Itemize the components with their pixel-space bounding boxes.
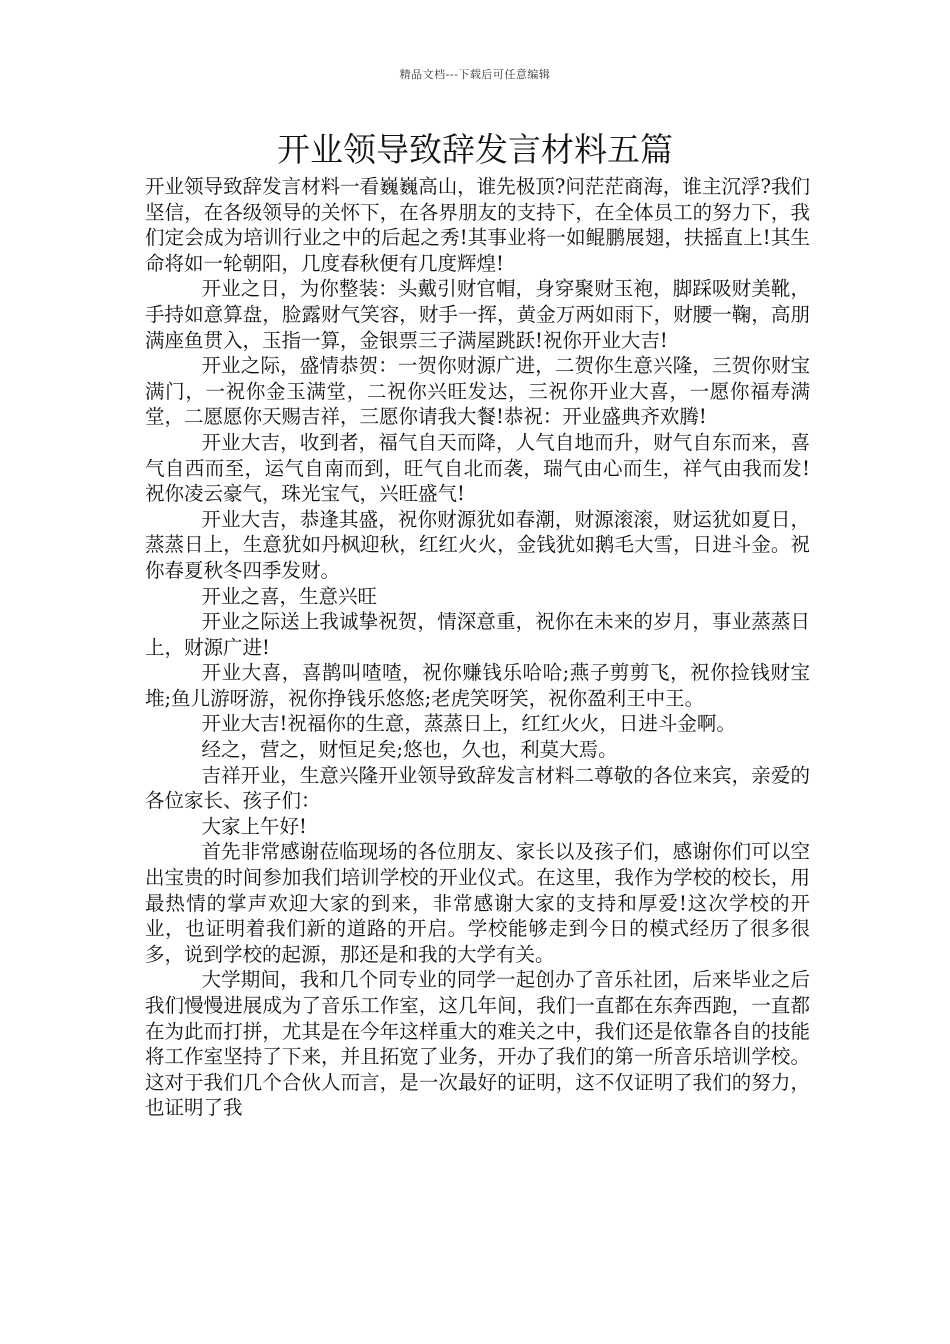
paragraph: 大学期间，我和几个同专业的同学一起创办了音乐社团，后来毕业之后我们慢慢进展成为了音乐工作室，这几年间，我们一直都在东奔西跑，一直都在为此而打拼，尤其是在今年这样重大的难关之中，我们还是依靠各自的技能将工作室坚持了下来，并且拓宽了业务，开办了我们的第一所音乐培训学校。这对于我们几个合伙人而言，是一次最好的证明，这不仅证明了我们的努力，也证明了我 <box>145 968 810 1120</box>
paragraph: 开业之日，为你整装：头戴引财官帽，身穿聚财玉袍，脚踩吸财美靴，手持如意算盘，脸露财气笑容，财手一挥，黄金万两如雨下，财腰一鞠，高朋满座鱼贯入，玉指一算，金银票三子满屋跳跃!祝你开业大吉! <box>145 277 810 352</box>
paragraph: 开业之际送上我诚挚祝贺，情深意重，祝你在未来的岁月，事业蒸蒸日上，财源广进! <box>145 610 810 659</box>
paragraph: 开业之际，盛情恭贺：一贺你财源广进，二贺你生意兴隆，三贺你财宝满门，一祝你金玉满堂，二祝你兴旺发达，三祝你开业大喜，一愿你福寿满堂，二愿愿你天赐吉祥，三愿你请我大餐!恭祝：开业盛典齐欢腾! <box>145 354 810 429</box>
paragraph: 大家上午好! <box>201 814 307 838</box>
header-note: 精品文档---下载后可任意编辑 <box>399 68 551 81</box>
paragraph: 吉祥开业，生意兴隆开业领导致辞发言材料二尊敬的各位来宾，亲爱的各位家长、孩子们： <box>145 763 810 813</box>
paragraph: 开业大吉，恭逢其盛，祝你财源犹如春潮，财源滚滚，财运犹如夏日，蒸蒸日上，生意犹如丹枫迎秋，红红火火，金钱犹如鹅毛大雪，日进斗金。祝你春夏秋冬四季发财。 <box>145 507 810 582</box>
paragraph: 开业之喜，生意兴旺 <box>201 584 378 608</box>
paragraph: 经之，营之，财恒足矣;悠也，久也，利莫大焉。 <box>201 738 618 762</box>
paragraph: 开业大喜，喜鹊叫喳喳，祝你赚钱乐哈哈;燕子剪剪飞，祝你捡钱财宝堆;鱼儿游呀游，祝你挣钱乐悠悠;老虎笑呀笑，祝你盈利王中王。 <box>145 661 810 710</box>
paragraph: 开业大吉，收到者，福气自天而降，人气自地而升，财气自东而来，喜气自西而至，运气自南而到，旺气自北而袭，瑞气由心而生，祥气由我而发!祝你凌云豪气，珠光宝气，兴旺盛气! <box>145 430 810 506</box>
paragraph: 开业大吉!祝福你的生意，蒸蒸日上，红红火火，日进斗金啊。 <box>201 712 736 736</box>
paragraph: 开业领导致辞发言材料一看巍巍高山，谁先极顶?问茫茫商海，谁主沉浮?我们坚信，在各级领导的关怀下，在各界朋友的支持下，在全体员工的努力下，我们定会成为培训行业之中的后起之秀!其事业将一如鲲鹏展翅，扶摇直上!其生命将如一轮朝阳，几度春秋便有几度辉煌! <box>145 175 810 275</box>
paragraph: 首先非常感谢莅临现场的各位朋友、家长以及孩子们，感谢你们可以空出宝贵的时间参加我们培训学校的开业仪式。在这里，我作为学校的校长，用最热情的掌声欢迎大家的到来，非常感谢大家的支持和厚爱!这次学校的开业，也证明着我们新的道路的开启。学校能够走到今日的模式经历了很多很多，说到学校的起源，那还是和我的大学有关。 <box>145 840 810 966</box>
document-title: 开业领导致辞发言材料五篇 <box>277 130 673 169</box>
document-body <box>145 174 810 1121</box>
